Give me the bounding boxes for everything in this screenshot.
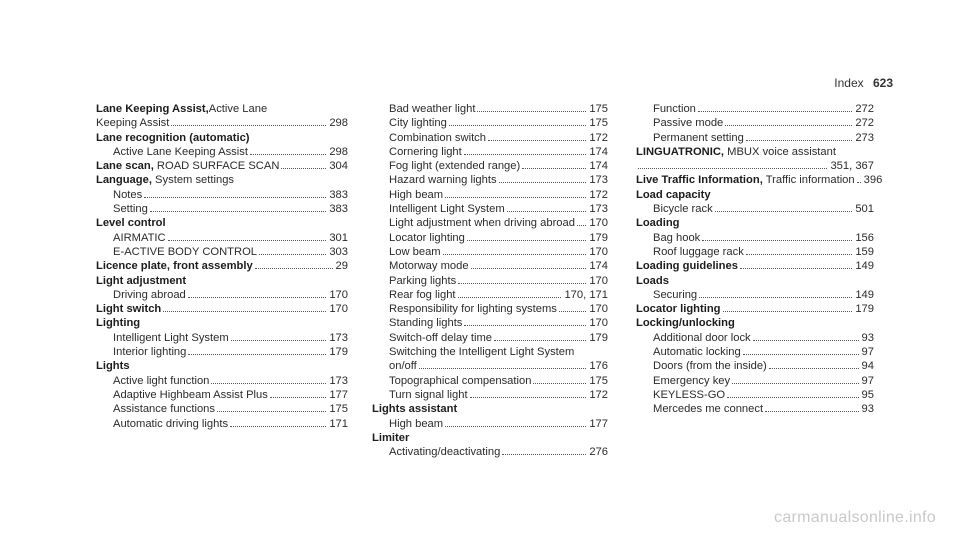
index-heading: Light adjustment bbox=[96, 274, 187, 287]
index-entry-text: Assistance functions bbox=[113, 403, 215, 416]
dot-leader bbox=[188, 297, 327, 298]
page-ref[interactable]: 303 bbox=[329, 245, 348, 258]
index-subentry[interactable] bbox=[372, 316, 608, 330]
index-heading: Lane scan, bbox=[96, 160, 154, 173]
dot-leader bbox=[470, 397, 587, 398]
page-ref[interactable]: 173 bbox=[329, 374, 348, 387]
page-ref[interactable]: 175 bbox=[589, 117, 608, 130]
dot-leader bbox=[765, 411, 858, 412]
index-heading: LINGUATRONIC, bbox=[636, 145, 725, 158]
index-subentry[interactable] bbox=[372, 445, 608, 459]
dot-leader bbox=[449, 125, 587, 126]
index-entry-text: Rear fog light bbox=[389, 288, 456, 301]
index-entry[interactable] bbox=[636, 259, 874, 273]
page-ref[interactable]: 175 bbox=[589, 374, 608, 387]
index-entry bbox=[96, 173, 348, 187]
index-entry bbox=[96, 102, 348, 116]
index-subentry[interactable] bbox=[96, 245, 348, 259]
page-ref[interactable]: 298 bbox=[329, 145, 348, 158]
page-ref[interactable]: 179 bbox=[329, 346, 348, 359]
index-entry[interactable] bbox=[636, 173, 883, 187]
dot-leader bbox=[217, 411, 326, 412]
page-ref[interactable]: 175 bbox=[329, 403, 348, 416]
page-ref[interactable]: 179 bbox=[589, 331, 608, 344]
index-heading: Lights bbox=[96, 360, 130, 373]
dot-leader bbox=[702, 240, 852, 241]
index-heading: Live Traffic Information, bbox=[636, 174, 763, 187]
dot-leader bbox=[464, 325, 586, 326]
index-subentry[interactable] bbox=[372, 331, 608, 345]
index-subentry[interactable] bbox=[372, 131, 608, 145]
dot-leader bbox=[163, 311, 326, 312]
index-entry-text: Setting bbox=[113, 203, 148, 216]
index-subentry[interactable] bbox=[372, 216, 608, 230]
dot-leader bbox=[723, 311, 853, 312]
index-subentry[interactable] bbox=[372, 116, 608, 130]
index-subentry[interactable] bbox=[96, 417, 348, 431]
index-subentry[interactable] bbox=[636, 345, 874, 359]
index-entry-text: Bad weather light bbox=[389, 103, 476, 115]
index-entry-text: MBUX voice assistant bbox=[724, 145, 836, 158]
index-subentry[interactable] bbox=[372, 173, 608, 187]
page-ref[interactable]: 170 bbox=[589, 217, 608, 230]
index-entry-text bbox=[636, 173, 855, 187]
index-entry-text: ROAD SURFACE SCAN bbox=[153, 160, 280, 173]
dot-leader bbox=[467, 240, 586, 241]
index-heading: Lights assistant bbox=[372, 403, 458, 416]
dot-leader bbox=[769, 368, 859, 369]
page-ref[interactable]: 304 bbox=[329, 160, 348, 173]
index-subentry[interactable] bbox=[372, 188, 608, 202]
dot-leader bbox=[559, 311, 586, 312]
index-subentry[interactable] bbox=[636, 359, 874, 373]
page-ref[interactable]: 276 bbox=[589, 446, 608, 459]
dot-leader bbox=[443, 254, 587, 255]
dot-leader bbox=[188, 354, 326, 355]
index-entry-text: Securing bbox=[653, 288, 698, 301]
dot-leader bbox=[638, 168, 827, 169]
index-entry-text: Combination switch bbox=[389, 131, 487, 144]
index-entry-text: Automatic locking bbox=[653, 346, 741, 359]
index-entry[interactable] bbox=[96, 302, 348, 316]
index-subentry[interactable] bbox=[96, 188, 348, 202]
page-ref[interactable]: 179 bbox=[855, 303, 874, 316]
dot-leader bbox=[488, 140, 586, 141]
page-ref[interactable]: 97 bbox=[861, 374, 874, 387]
index-entry-text: Function bbox=[653, 103, 696, 115]
index-subentry[interactable] bbox=[636, 231, 874, 245]
dot-leader bbox=[445, 426, 586, 427]
index-column-3 bbox=[636, 102, 883, 417]
dot-leader bbox=[499, 182, 587, 183]
page-ref[interactable]: 174 bbox=[589, 260, 608, 273]
index-entry-text: Interior lighting bbox=[113, 346, 187, 359]
index-subentry[interactable] bbox=[96, 145, 348, 159]
page-ref[interactable]: 95 bbox=[861, 388, 874, 401]
index-subentry[interactable] bbox=[96, 331, 348, 345]
watermark: carmanualsonline.info bbox=[774, 509, 936, 526]
page-ref[interactable]: 172 bbox=[589, 388, 608, 401]
index-entry-text: Roof luggage rack bbox=[653, 245, 744, 258]
dot-leader bbox=[464, 154, 587, 155]
index-entry-text bbox=[96, 259, 253, 273]
index-column-2 bbox=[372, 102, 608, 459]
index-entry[interactable] bbox=[96, 159, 348, 173]
index-subentry[interactable] bbox=[96, 202, 348, 216]
index-subentry: Switching the Intelligent Light System bbox=[389, 346, 575, 359]
page-ref[interactable]: 172 bbox=[589, 131, 608, 144]
index-entry-text: Cornering light bbox=[389, 145, 462, 158]
page-ref[interactable]: 156 bbox=[855, 231, 874, 244]
index-entry-text: KEYLESS-GO bbox=[653, 388, 726, 401]
dot-leader bbox=[533, 383, 586, 384]
dot-leader bbox=[732, 383, 858, 384]
index-entry-text: Automatic driving lights bbox=[113, 417, 229, 430]
index-entry-text bbox=[96, 159, 279, 173]
index-heading: Loading guidelines bbox=[636, 260, 738, 273]
dot-leader bbox=[471, 268, 587, 269]
page-ref[interactable]: 351, 367 bbox=[830, 160, 874, 173]
index-subentry[interactable] bbox=[636, 402, 874, 416]
page-ref[interactable]: 383 bbox=[329, 188, 348, 201]
index-entry-text: Intelligent Light System bbox=[113, 331, 229, 344]
page-ref[interactable]: 170 bbox=[589, 317, 608, 330]
index-entry-text: System settings bbox=[151, 174, 235, 187]
page-ref[interactable]: 170 bbox=[329, 288, 348, 301]
dot-leader bbox=[577, 225, 586, 226]
index-entry-text: Motorway mode bbox=[389, 260, 469, 273]
index-subentry[interactable] bbox=[96, 288, 348, 302]
index-title: Index bbox=[834, 76, 864, 90]
index-subentry[interactable] bbox=[372, 102, 608, 116]
index-heading: Loading bbox=[636, 217, 680, 230]
page-ref[interactable]: 173 bbox=[329, 331, 348, 344]
index-subentry[interactable] bbox=[372, 259, 608, 273]
page-ref[interactable]: 501 bbox=[855, 203, 874, 216]
index-subentry[interactable] bbox=[372, 359, 608, 373]
index-heading: Lane Keeping Assist, bbox=[96, 103, 209, 115]
dot-leader bbox=[743, 354, 859, 355]
index-entry-text: Traffic information bbox=[762, 174, 855, 187]
page-ref[interactable]: 298 bbox=[329, 117, 348, 130]
dot-leader bbox=[419, 368, 587, 369]
index-subentry[interactable] bbox=[96, 345, 348, 359]
dot-leader bbox=[270, 397, 326, 398]
index-entry-text bbox=[636, 259, 738, 273]
index-entry-text: AIRMATIC bbox=[113, 231, 166, 244]
page-ref[interactable]: 177 bbox=[589, 417, 608, 430]
index-subentry[interactable] bbox=[636, 388, 874, 402]
page-ref[interactable]: 97 bbox=[861, 346, 874, 359]
index-entry[interactable] bbox=[96, 259, 348, 273]
dot-leader bbox=[715, 211, 853, 212]
page-ref[interactable]: 174 bbox=[589, 145, 608, 158]
index-subentry[interactable] bbox=[96, 231, 348, 245]
index-entry-text: Mercedes me connect bbox=[653, 403, 764, 416]
dot-leader bbox=[746, 254, 853, 255]
index-subentry[interactable] bbox=[372, 302, 608, 316]
index-entry[interactable] bbox=[636, 159, 874, 173]
dot-leader bbox=[171, 125, 326, 126]
dot-leader bbox=[445, 197, 586, 198]
page-ref[interactable]: 176 bbox=[589, 360, 608, 373]
index-entry-text: Fog light (extended range) bbox=[389, 160, 521, 173]
index-subentry[interactable] bbox=[96, 388, 348, 402]
index-entry-text: E-ACTIVE BODY CONTROL bbox=[113, 245, 258, 258]
index-subentry[interactable] bbox=[372, 288, 608, 302]
index-heading: Lane recognition (automatic) bbox=[96, 131, 250, 144]
index-heading: Loads bbox=[636, 274, 669, 287]
index-heading: Level control bbox=[96, 217, 166, 230]
page-ref[interactable]: 273 bbox=[855, 131, 874, 144]
dot-leader bbox=[698, 111, 852, 112]
page-ref[interactable]: 179 bbox=[589, 231, 608, 244]
page-ref[interactable]: 383 bbox=[329, 203, 348, 216]
page-ref[interactable]: 170 bbox=[589, 303, 608, 316]
index-entry-text: Adaptive Highbeam Assist Plus bbox=[113, 388, 268, 401]
index-heading: Licence plate, front assembly bbox=[96, 260, 253, 273]
index-subentry[interactable] bbox=[636, 102, 874, 116]
index-subentry[interactable] bbox=[372, 374, 608, 388]
index-subentry[interactable] bbox=[96, 402, 348, 416]
index-heading: Language, bbox=[96, 174, 152, 187]
dot-leader bbox=[231, 340, 327, 341]
dot-leader bbox=[727, 397, 858, 398]
index-subentry[interactable] bbox=[372, 417, 608, 431]
page-ref[interactable]: 301 bbox=[329, 231, 348, 244]
index-subentry[interactable] bbox=[372, 388, 608, 402]
index-subentry[interactable] bbox=[372, 274, 608, 288]
index-entry[interactable] bbox=[96, 116, 348, 130]
dot-leader bbox=[725, 125, 852, 126]
index-entry-text: on/off bbox=[389, 360, 417, 373]
index-entry-text: Turn signal light bbox=[389, 388, 468, 401]
dot-leader bbox=[230, 426, 326, 427]
index-entry-text: Standing lights bbox=[389, 317, 463, 330]
dot-leader bbox=[211, 383, 326, 384]
dot-leader bbox=[522, 168, 586, 169]
page-ref[interactable]: 173 bbox=[589, 203, 608, 216]
index-entry-text: Doors (from the inside) bbox=[653, 360, 767, 373]
index-entry bbox=[636, 145, 874, 159]
index-entry-text: Notes bbox=[113, 188, 143, 201]
page-ref[interactable]: 170 bbox=[589, 245, 608, 258]
index-entry-text: Switch-off delay time bbox=[389, 331, 493, 344]
page-number: 623 bbox=[872, 76, 893, 90]
dot-leader bbox=[502, 454, 586, 455]
dot-leader bbox=[494, 340, 586, 341]
index-heading: Light switch bbox=[96, 303, 162, 316]
index-entry-text: Permanent setting bbox=[653, 131, 744, 144]
dot-leader bbox=[144, 197, 326, 198]
index-entry-text: Locator lighting bbox=[389, 231, 465, 244]
index-entry-text: Low beam bbox=[389, 245, 441, 258]
index-entry-text: Hazard warning lights bbox=[389, 174, 497, 187]
index-entry-text: Topographical compensation bbox=[389, 374, 532, 387]
index-heading: Load capacity bbox=[636, 188, 711, 201]
index-subentry[interactable] bbox=[372, 159, 608, 173]
page-ref[interactable]: 177 bbox=[329, 388, 348, 401]
dot-leader bbox=[753, 340, 859, 341]
index-heading: Lighting bbox=[96, 317, 141, 330]
index-heading: Limiter bbox=[372, 431, 410, 444]
page-ref[interactable]: 172 bbox=[589, 188, 608, 201]
page-ref[interactable]: 170 bbox=[589, 274, 608, 287]
index-subentry[interactable] bbox=[636, 245, 874, 259]
index-column-1 bbox=[96, 102, 348, 431]
index-entry-text: Active light function bbox=[113, 374, 210, 387]
dot-leader bbox=[281, 168, 326, 169]
dot-leader bbox=[746, 140, 853, 141]
index-heading: Locator lighting bbox=[636, 303, 721, 316]
page-ref[interactable]: 149 bbox=[855, 288, 874, 301]
index-entry-text: Activating/deactivating bbox=[389, 446, 501, 459]
page-ref[interactable]: 174 bbox=[589, 160, 608, 173]
page-header bbox=[834, 76, 893, 90]
index-entry[interactable] bbox=[636, 302, 874, 316]
index-entry-text: Keeping Assist bbox=[96, 117, 170, 130]
index-entry-text: City lighting bbox=[389, 117, 447, 130]
dot-leader bbox=[857, 182, 861, 183]
index-entry-text: High beam bbox=[389, 417, 444, 430]
page-ref[interactable]: 149 bbox=[855, 260, 874, 273]
dot-leader bbox=[250, 154, 326, 155]
page-ref[interactable]: 173 bbox=[589, 174, 608, 187]
index-entry-text: Driving abroad bbox=[113, 288, 186, 301]
page-ref[interactable]: 171 bbox=[329, 417, 348, 430]
index-entry-text: Active Lane Keeping Assist bbox=[113, 145, 248, 158]
page-ref[interactable]: 159 bbox=[855, 245, 874, 258]
index-entry-text: Emergency key bbox=[653, 374, 731, 387]
dot-leader bbox=[458, 283, 586, 284]
index-entry-text: Passive mode bbox=[653, 117, 724, 130]
index-entry-text: Parking lights bbox=[389, 274, 457, 287]
index-subentry[interactable] bbox=[372, 245, 608, 259]
index-entry-text: Bicycle rack bbox=[653, 203, 713, 216]
index-entry-text: Responsibility for lighting systems bbox=[389, 303, 557, 316]
page-ref[interactable]: 93 bbox=[861, 403, 874, 416]
dot-leader bbox=[477, 111, 586, 112]
page-ref[interactable]: 272 bbox=[855, 103, 874, 115]
index-entry-text: Bag hook bbox=[653, 231, 701, 244]
index-subentry[interactable] bbox=[372, 202, 608, 216]
index-subentry[interactable] bbox=[636, 202, 874, 216]
page-ref[interactable]: 272 bbox=[855, 117, 874, 130]
dot-leader bbox=[740, 268, 852, 269]
index-entry-text bbox=[636, 302, 721, 316]
page-ref[interactable]: 93 bbox=[861, 331, 874, 344]
index-subentry[interactable] bbox=[636, 131, 874, 145]
dot-leader bbox=[458, 297, 562, 298]
page-ref[interactable]: 94 bbox=[861, 360, 874, 373]
index-subentry[interactable] bbox=[636, 288, 874, 302]
index-entry-text: Light adjustment when driving abroad bbox=[389, 217, 575, 230]
dot-leader bbox=[255, 268, 333, 269]
index-entry-text: Intelligent Light System bbox=[389, 203, 505, 216]
index-heading: Locking/unlocking bbox=[636, 317, 735, 330]
index-entry-text: Active Lane bbox=[208, 103, 268, 115]
page-ref[interactable]: 175 bbox=[589, 103, 608, 115]
index-subentry[interactable] bbox=[636, 331, 874, 345]
page-ref[interactable]: 170, 171 bbox=[564, 288, 608, 301]
page-ref[interactable]: 170 bbox=[329, 303, 348, 316]
index-subentry[interactable] bbox=[372, 231, 608, 245]
index-entry-text: High beam bbox=[389, 188, 444, 201]
dot-leader bbox=[507, 211, 587, 212]
index-subentry[interactable] bbox=[372, 145, 608, 159]
page-ref[interactable]: 396 bbox=[863, 174, 883, 187]
dot-leader bbox=[168, 240, 327, 241]
index-entry-text bbox=[96, 302, 161, 316]
dot-leader bbox=[699, 297, 852, 298]
index-subentry[interactable] bbox=[96, 374, 348, 388]
index-subentry[interactable] bbox=[636, 374, 874, 388]
page-ref[interactable]: 29 bbox=[335, 260, 348, 273]
index-subentry[interactable] bbox=[636, 116, 874, 130]
dot-leader bbox=[150, 211, 326, 212]
index-entry-text: Additional door lock bbox=[653, 331, 751, 344]
dot-leader bbox=[259, 254, 326, 255]
